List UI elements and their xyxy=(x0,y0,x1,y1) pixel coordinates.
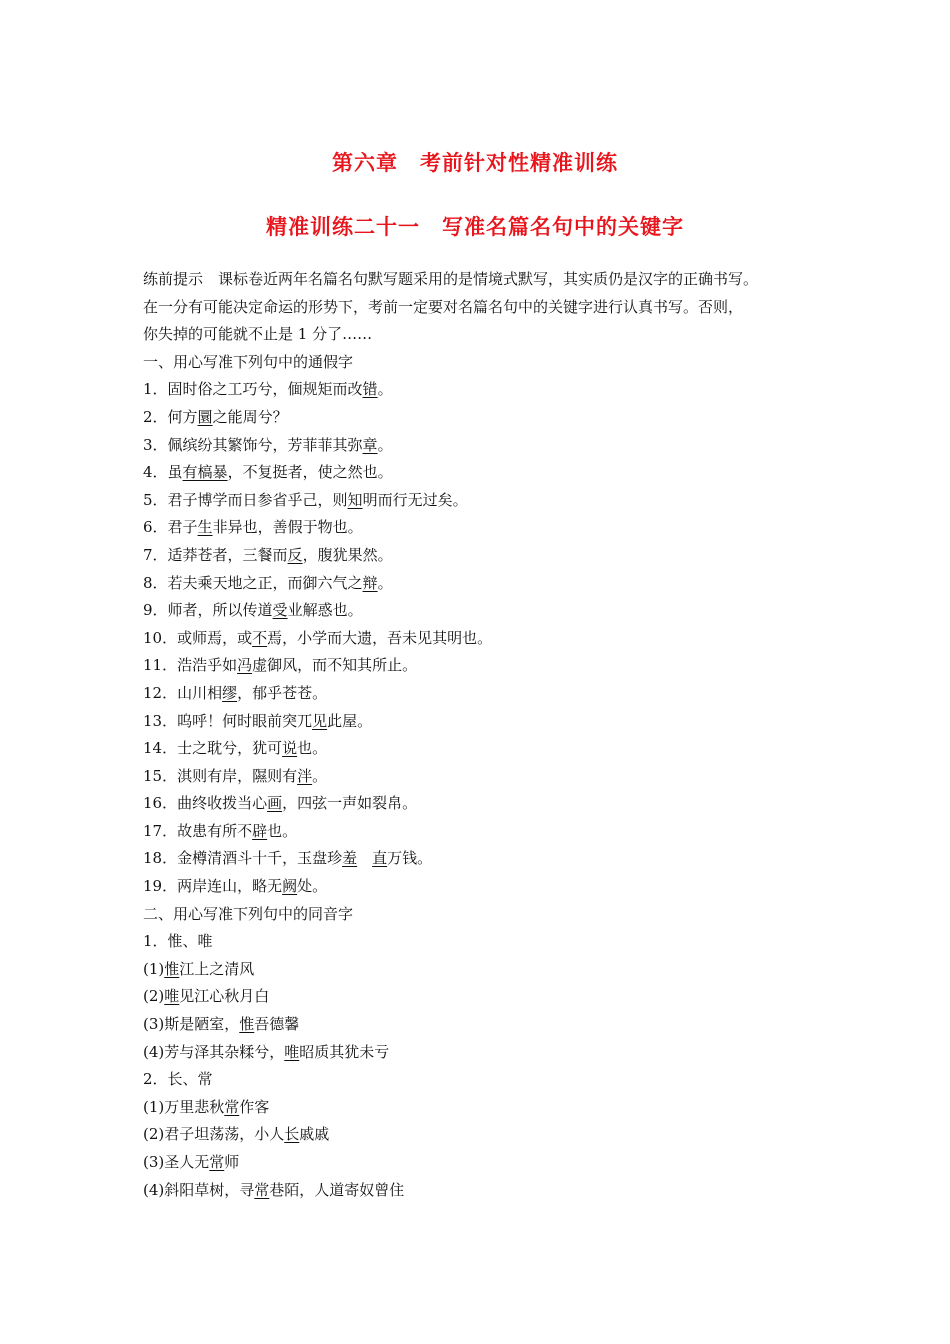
item-text: 焉，小学而大遗，吾未见其明也。 xyxy=(267,628,493,647)
underlined-character: 错 xyxy=(362,380,378,399)
part1-heading: 一、用心写准下列句中的通假字 xyxy=(143,352,354,371)
sub-item xyxy=(143,1039,833,1067)
item-text: 16．曲终收拨当心 xyxy=(143,794,268,813)
underlined-character: 反 xyxy=(287,545,303,564)
question-item xyxy=(143,404,833,432)
item-text: 7．适莽苍者，三餐而 xyxy=(143,545,288,564)
item-text: 见江心秋月白 xyxy=(179,987,270,1006)
underlined-character: 冯 xyxy=(237,656,253,675)
underlined-character: 惟 xyxy=(239,1015,255,1034)
item-text: 13．呜呼！何时眼前突兀 xyxy=(143,711,313,730)
item-text: 5．君子博学而日参省乎己，则 xyxy=(143,490,348,509)
item-text: 17．故患有所不 xyxy=(143,821,253,840)
item-text: 4．虽 xyxy=(143,463,183,482)
underlined-character: 泮 xyxy=(297,766,313,785)
item-text: (3)斯是陋室， xyxy=(143,1015,240,1034)
question-item xyxy=(143,597,833,625)
item-text: 处。 xyxy=(297,877,328,896)
question-item xyxy=(143,432,833,460)
item-text: 。 xyxy=(377,573,393,592)
item-text: 也。 xyxy=(267,821,298,840)
question-item xyxy=(143,873,833,901)
item-text: 江上之清风 xyxy=(179,959,255,978)
section-title: 精准训练二十一 写准名篇名句中的关键字 xyxy=(266,214,684,239)
question-item xyxy=(143,376,833,404)
question-item xyxy=(143,625,833,653)
question-item xyxy=(143,487,833,515)
item-text: (4)斜阳草树，寻 xyxy=(143,1180,255,1199)
underlined-character: 不 xyxy=(252,628,268,647)
item-text: 11．浩浩乎如 xyxy=(143,656,238,675)
underlined-character: 常 xyxy=(254,1180,270,1199)
question-item xyxy=(143,735,833,763)
item-text: 2．何方 xyxy=(143,407,198,426)
item-text: (2)君子坦荡荡，小人 xyxy=(143,1125,285,1144)
underlined-character: 生 xyxy=(197,518,213,537)
sub-item xyxy=(143,1011,833,1039)
question-item xyxy=(143,680,833,708)
underlined-character: 圜 xyxy=(197,407,213,426)
item-text: 巷陌，人道寄奴曾住 xyxy=(269,1180,405,1199)
chapter-title: 第六章 考前针对性精准训练 xyxy=(332,150,618,175)
item-text xyxy=(357,849,372,867)
item-text: 作客 xyxy=(239,1097,270,1116)
item-text: ，腹犹果然。 xyxy=(302,545,393,564)
item-text: 师 xyxy=(224,1153,240,1171)
intro-line: 你失掉的可能就不止是 1 分了…… xyxy=(143,325,373,344)
underlined-character: 有槁暴 xyxy=(182,463,228,482)
question-item xyxy=(143,763,833,791)
question-item xyxy=(143,570,833,598)
item-text: 8．若夫乘天地之正，而御六气之 xyxy=(143,573,363,592)
item-text: 此屋。 xyxy=(327,711,373,730)
item-text: 19．两岸连山，略无 xyxy=(143,877,283,896)
group-label: 1．惟、唯 xyxy=(143,932,213,951)
sub-item xyxy=(143,1094,833,1122)
underlined-character: 唯 xyxy=(284,1042,300,1061)
item-text: 14．士之耽兮，犹可 xyxy=(143,739,283,758)
underlined-character: 直 xyxy=(372,849,388,868)
question-item xyxy=(143,818,833,846)
sub-item xyxy=(143,983,833,1011)
item-text: 昭质其犹未亏 xyxy=(299,1042,390,1061)
item-text: (4)芳与泽其杂糅兮， xyxy=(143,1042,285,1061)
underlined-character: 说 xyxy=(282,739,298,758)
item-text: 18．金樽清酒斗十千，玉盘珍 xyxy=(143,849,343,868)
underlined-character: 阙 xyxy=(282,877,298,896)
underlined-character: 辩 xyxy=(362,573,378,592)
underlined-character: 缪 xyxy=(222,683,238,702)
item-text: 1．固时俗之工巧兮，偭规矩而改 xyxy=(143,380,363,399)
underlined-character: 唯 xyxy=(164,987,180,1006)
item-text: 。 xyxy=(377,380,393,399)
underlined-character: 惟 xyxy=(164,959,180,978)
document-body xyxy=(143,266,833,1204)
item-text: (3)圣人无 xyxy=(143,1153,210,1171)
item-text: 万钱。 xyxy=(387,849,433,868)
underlined-character: 受 xyxy=(272,601,288,620)
item-text: (2) xyxy=(143,987,165,1006)
item-text: 10．或师焉，或 xyxy=(143,628,253,647)
group-label: 2．长、常 xyxy=(143,1070,213,1089)
sub-item xyxy=(143,956,833,984)
item-text: 12．山川相 xyxy=(143,683,223,702)
part1-list xyxy=(143,376,833,900)
underlined-character: 辟 xyxy=(252,821,268,840)
underlined-character: 见 xyxy=(312,711,328,730)
question-item xyxy=(143,514,833,542)
item-text: (1) xyxy=(143,959,165,978)
item-text: 15．淇则有岸，隰则有 xyxy=(143,766,298,785)
underlined-character: 羞 xyxy=(342,849,358,868)
question-item xyxy=(143,542,833,570)
item-text: 3．佩缤纷其繁饰兮，芳菲菲其弥 xyxy=(143,435,363,454)
item-text: 戚戚 xyxy=(299,1125,330,1144)
item-text: 吾德馨 xyxy=(254,1015,300,1034)
underlined-character: 画 xyxy=(267,794,283,813)
item-text: 也。 xyxy=(297,739,328,758)
item-text: 6．君子 xyxy=(143,518,198,537)
item-text: 非异也，善假于物也。 xyxy=(212,518,363,537)
underlined-character: 知 xyxy=(347,490,363,509)
item-text: 业解惑也。 xyxy=(287,601,363,620)
intro-line: 在一分有可能决定命运的形势下，考前一定要对名篇名句中的关键字进行认真书写。否则， xyxy=(143,297,744,316)
item-text: 。 xyxy=(312,766,328,785)
sub-item xyxy=(143,1177,833,1205)
item-text: 之能周兮？ xyxy=(212,407,288,426)
underlined-character: 长 xyxy=(284,1125,300,1144)
question-item xyxy=(143,708,833,736)
item-text: ，不复挺者，使之然也。 xyxy=(227,463,393,482)
part2-heading: 二、用心写准下列句中的同音字 xyxy=(143,904,354,923)
item-text: ，郁乎苍苍。 xyxy=(237,683,328,702)
item-text: ，四弦一声如裂帛。 xyxy=(282,794,418,813)
sub-item xyxy=(143,1121,833,1149)
question-item xyxy=(143,459,833,487)
underlined-character: 常 xyxy=(224,1097,240,1116)
sub-item xyxy=(143,1149,833,1177)
item-text: (1)万里悲秋 xyxy=(143,1097,225,1116)
item-text: 虚御风，而不知其所止。 xyxy=(252,656,418,675)
underlined-character: 章 xyxy=(362,435,378,454)
question-item xyxy=(143,652,833,680)
question-item xyxy=(143,845,833,873)
question-item xyxy=(143,790,833,818)
intro-line: 练前提示 课标卷近两年名篇名句默写题采用的是情境式默写，其实质仍是汉字的正确书写。 xyxy=(143,270,759,288)
part2-list xyxy=(143,928,833,1204)
item-text: 。 xyxy=(377,435,393,454)
underlined-character: 常 xyxy=(209,1153,225,1171)
item-text: 明而行无过矣。 xyxy=(362,490,468,509)
item-text: 9．师者，所以传道 xyxy=(143,601,273,620)
